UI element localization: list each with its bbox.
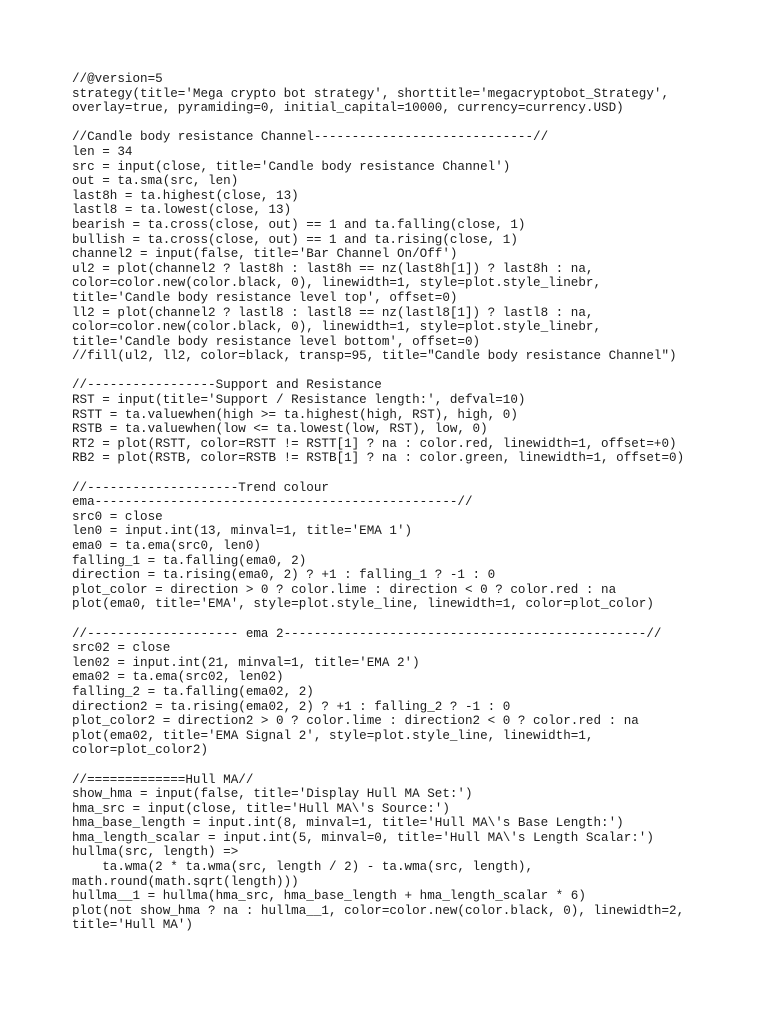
code-line: ll2 = plot(channel2 ? lastl8 : lastl8 == nz(lastl8[1]) ? lastl8 : na, [72,305,594,320]
code-line: RSTT = ta.valuewhen(high >= ta.highest(high, RST), high, 0) [72,407,518,422]
code-line: RB2 = plot(RSTB, color=RSTB != RSTB[1] ? na : color.green, linewidth=1, offset=0) [72,451,685,466]
code-line: src = input(close, title='Candle body resistance Channel') [72,159,511,174]
code-line: hma_base_length = input.int(8, minval=1, title='Hull MA\'s Base Length:') [72,816,624,831]
code-line: ta.wma(2 * ta.wma(src, length / 2) - ta.wma(src, length), [72,860,534,875]
code-line: out = ta.sma(src, len) [72,174,239,189]
code-line: hullma__1 = hullma(hma_src, hma_base_length + hma_length_scalar * 6) [72,889,586,904]
code-line: src0 = close [72,509,163,524]
code-line: src02 = close [72,641,171,656]
code-line: title='Candle body resistance level bottom', offset=0) [72,334,481,349]
code-line: falling_2 = ta.falling(ema02, 2) [72,684,314,699]
code-line [72,612,684,627]
code-line: overlay=true, pyramiding=0, initial_capital=10000, currency=currency.USD) [72,101,624,116]
code-line: direction2 = ta.rising(ema02, 2) ? +1 : falling_2 ? -1 : 0 [72,699,511,714]
code-line: direction = ta.rising(ema0, 2) ? +1 : falling_1 ? -1 : 0 [72,568,496,583]
code-line [72,758,684,773]
code-line: ul2 = plot(channel2 ? last8h : last8h == nz(last8h[1]) ? last8h : na, [72,261,594,276]
code-line: plot(not show_hma ? na : hullma__1, color=color.new(color.black, 0), linewidth=2, [72,903,685,918]
code-line: hma_length_scalar = input.int(5, minval=0, title='Hull MA\'s Length Scalar:') [72,830,654,845]
code-line [72,116,684,131]
code-line: //=============Hull MA// [72,772,254,787]
code-line [72,466,684,481]
code-line: color=color.new(color.black, 0), linewidth=1, style=plot.style_linebr, [72,320,602,335]
code-line: len02 = input.int(21, minval=1, title='EMA 2') [72,655,420,670]
code-line: ema02 = ta.ema(src02, len02) [72,670,284,685]
code-line: last8h = ta.highest(close, 13) [72,188,299,203]
code-line: //fill(ul2, ll2, color=black, transp=95, title="Candle body resistance Channel") [72,349,677,364]
code-line: color=plot_color2) [72,743,209,758]
code-line: RT2 = plot(RSTT, color=RSTT != RSTT[1] ? na : color.red, linewidth=1, offset=+0) [72,436,677,451]
code-line: //-----------------Support and Resistance [72,378,382,393]
code-line: len0 = input.int(13, minval=1, title='EMA 1') [72,524,413,539]
code-line: show_hma = input(false, title='Display Hull MA Set:') [72,787,473,802]
code-line: ema------------------------------------------------// [72,495,473,510]
code-line: lastl8 = ta.lowest(close, 13) [72,203,292,218]
code-line: bearish = ta.cross(close, out) == 1 and ta.falling(close, 1) [72,217,526,232]
code-line: hullma(src, length) => [72,845,239,860]
code-listing [72,72,684,933]
code-line: //--------------------Trend colour [72,480,329,495]
code-line: plot(ema02, title='EMA Signal 2', style=plot.style_line, linewidth=1, [72,728,594,743]
code-line: title='Hull MA') [72,918,193,933]
code-line: plot(ema0, title='EMA', style=plot.style_line, linewidth=1, color=plot_color) [72,597,654,612]
code-line: RST = input(title='Support / Resistance length:', defval=10) [72,393,526,408]
code-line: plot_color2 = direction2 > 0 ? color.lime : direction2 < 0 ? color.red : na [72,714,639,729]
code-line: RSTB = ta.valuewhen(low <= ta.lowest(low, RST), low, 0) [72,422,488,437]
code-line: color=color.new(color.black, 0), linewidth=1, style=plot.style_linebr, [72,276,602,291]
code-line: falling_1 = ta.falling(ema0, 2) [72,553,307,568]
code-line: len = 34 [72,144,133,159]
code-line: ema0 = ta.ema(src0, len0) [72,539,261,553]
code-line: hma_src = input(close, title='Hull MA\'s Source:') [72,801,450,816]
code-line: //-------------------- ema 2------------------------------------------------// [72,626,662,641]
code-line: //@version=5 [72,72,163,86]
code-line: bullish = ta.cross(close, out) == 1 and ta.rising(close, 1) [72,232,518,247]
code-line: channel2 = input(false, title='Bar Channel On/Off') [72,247,458,262]
code-line: //Candle body resistance Channel-----------------------------// [72,130,549,145]
code-line: strategy(title='Mega crypto bot strategy', shorttitle='megacryptobot_Strategy', [72,86,670,101]
code-line: title='Candle body resistance level top', offset=0) [72,290,458,305]
code-line: plot_color = direction > 0 ? color.lime : direction < 0 ? color.red : na [72,582,617,597]
code-line [72,364,684,379]
code-line: math.round(math.sqrt(length))) [72,874,299,889]
